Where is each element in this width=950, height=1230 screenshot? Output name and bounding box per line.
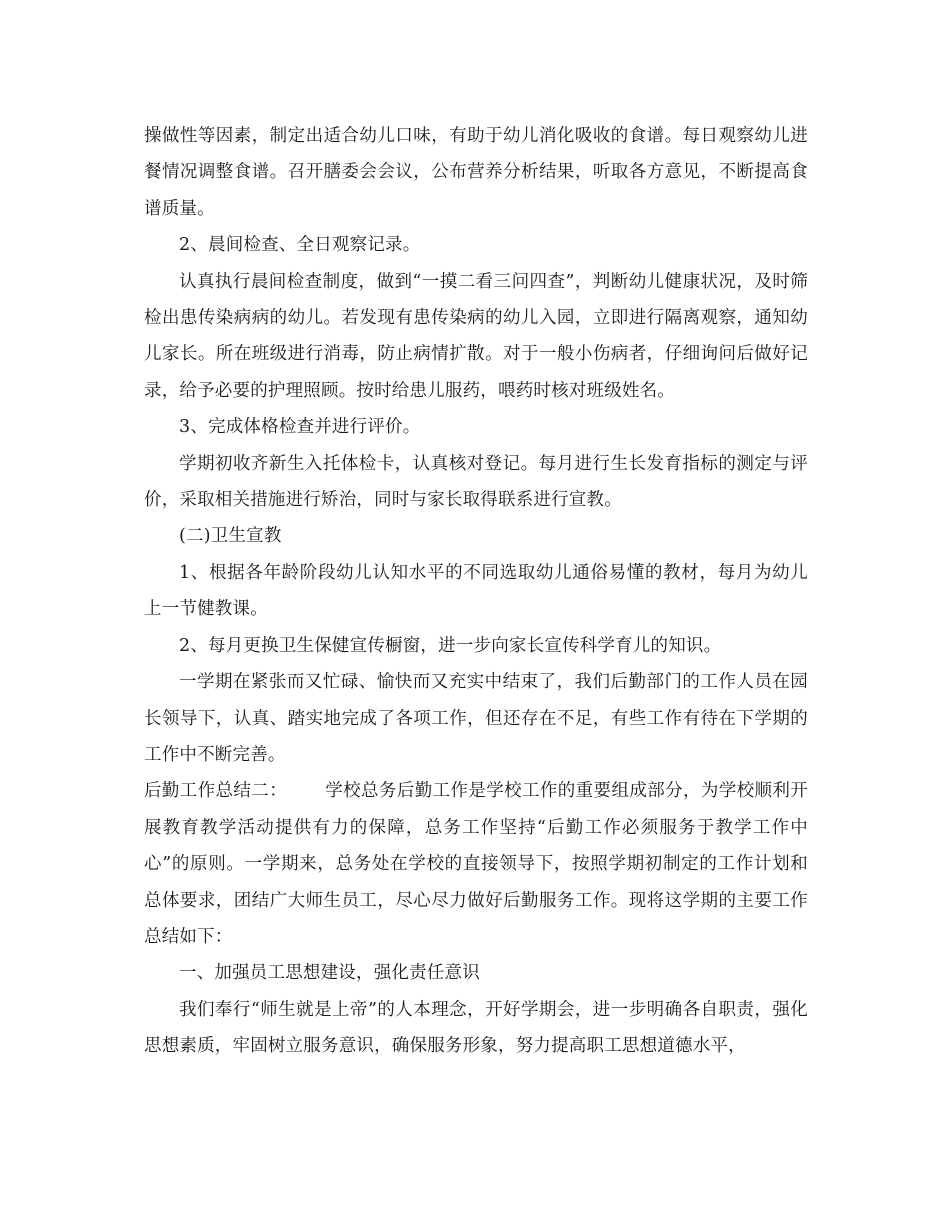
section-heading: 后勤工作总结二： [144, 781, 288, 802]
paragraph-recipe-quality: 操做性等因素，制定出适合幼儿口味，有助于幼儿消化吸收的食谱。每日观察幼儿进餐情况调整食谱。召开膳委会会议，公布营养分析结果，听取各方意见，不断提高食谱质量。 [144, 126, 808, 219]
paragraph-summary-two [144, 773, 808, 955]
paragraph-morning-check: 认真执行晨间检查制度，做到“一摸二看三问四查”，判断幼儿健康状况，及时筛检出患传染病病的幼儿。若发现有患传染病的幼儿入园，立即进行隔离观察，通知幼儿家长。所在班级进行消毒，防止病情扩散。对于一般小伤病者，仔细询问后做好记录，给予必要的护理照顾。按时给患儿服药，喂药时核对班级姓名。 [144, 271, 808, 401]
item-bulletin-window: 2、每月更换卫生保健宣传橱窗，进一步向家长宣传科学育儿的知识。 [179, 635, 722, 656]
item-morning-check-heading: 2、晨间检查、全日观察记录。 [179, 235, 421, 256]
section-intro-text: 学校总务后勤工作是学校工作的重要组成部分，为学校顺利开展教育教学活动提供有力的保障，总务工作坚持“后勤工作必须服务于教学工作中心”的原则。一学期来，总务处在学校的直接领导下，按照学期初制定的工作计划和总体要求，团结广大师生员工，尽心尽力做好后勤服务工作。现将这学期的主要工作总结如下： [144, 781, 808, 947]
item-physical-exam-heading: 3、完成体格检查并进行评价。 [179, 417, 421, 438]
paragraph-semester-closing: 一学期在紧张而又忙碌、愉快而又充实中结束了，我们后勤部门的工作人员在园长领导下，认真、踏实地完成了各项工作，但还存在不足，有些工作有待在下学期的工作中不断完善。 [144, 672, 808, 765]
subsection-heading-health-education: (二)卫生宣教 [179, 526, 282, 547]
document-body [144, 118, 808, 1065]
paragraph-physical-exam: 学期初收齐新生入托体检卡，认真核对登记。每月进行生长发育指标的测定与评价，采取相关措施进行矫治，同时与家长取得联系进行宣教。 [144, 453, 808, 511]
paragraph-staff-ideology: 我们奉行“师生就是上帝”的人本理念，开好学期会，进一步明确各自职责，强化思想素质，牢固树立服务意识，确保服务形象，努力提高职工思想道德水平， [144, 999, 808, 1057]
heading-staff-ideology: 一、加强员工思想建设，强化责任意识 [179, 963, 480, 984]
item-health-lesson: 1、根据各年龄阶段幼儿认知水平的不同选取幼儿通俗易懂的教材，每月为幼儿上一节健教课。 [144, 562, 808, 620]
